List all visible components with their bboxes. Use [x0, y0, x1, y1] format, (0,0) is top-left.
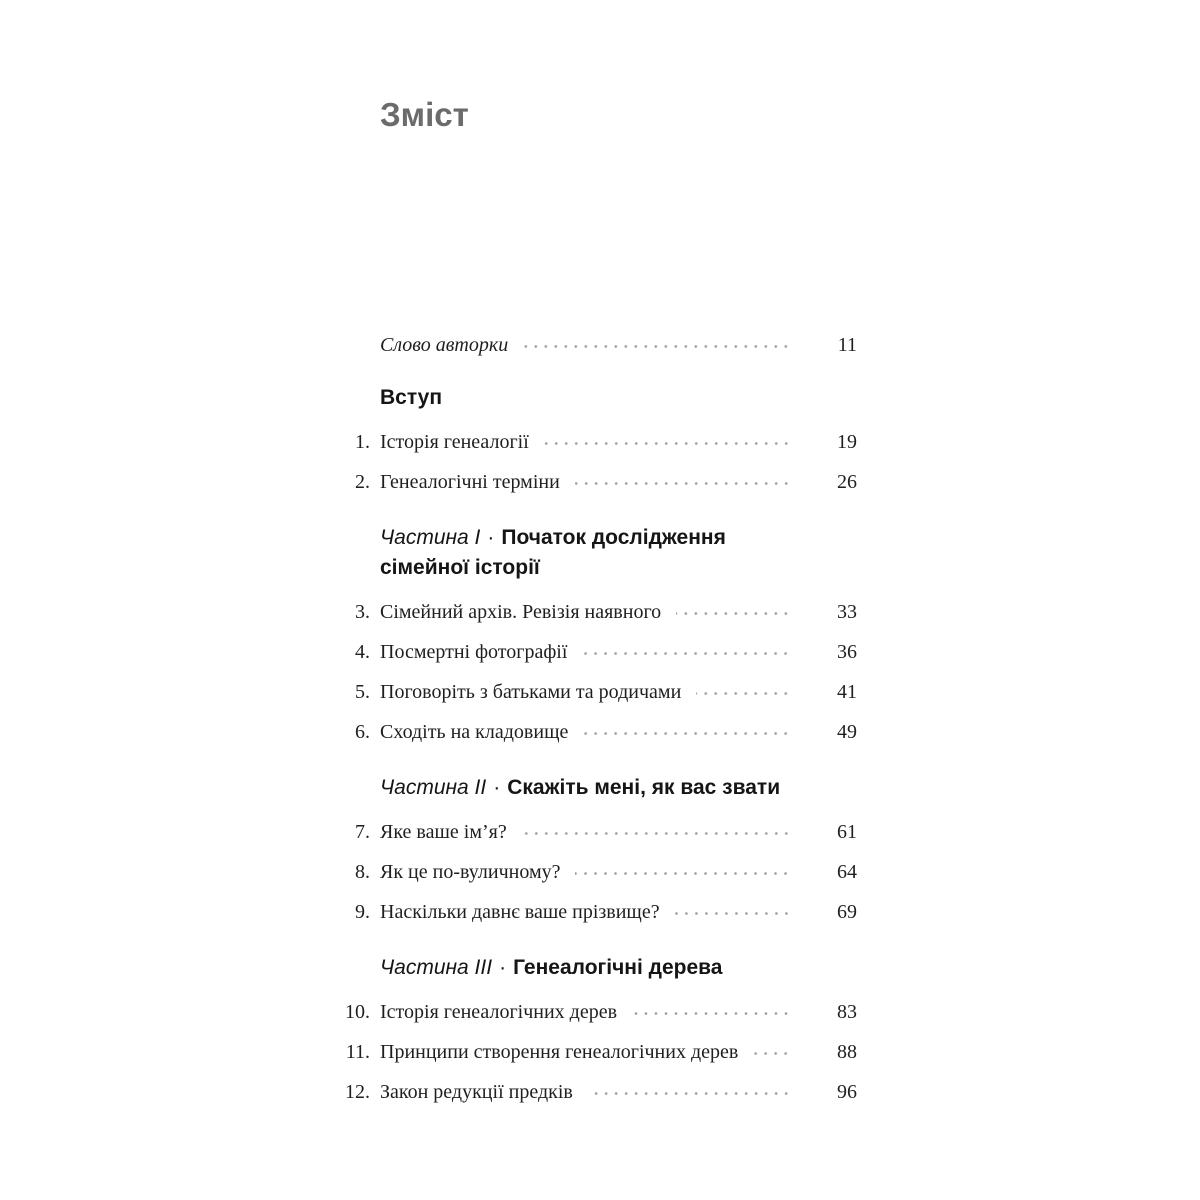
toc-entry [340, 672, 857, 712]
section-heading-separator: · [493, 776, 501, 799]
toc-entry-page: 26 [837, 471, 857, 493]
toc-entry-page: 36 [837, 641, 857, 663]
leader-dots [523, 342, 791, 351]
section-heading-part: Частина I [380, 526, 481, 549]
toc-entry-label: Слово авторки [380, 334, 509, 356]
toc-entry-number: 10. [345, 1001, 370, 1023]
leader-dots [588, 1089, 791, 1098]
leader-dots [676, 609, 791, 618]
toc-entry-label: Історія генеалогічних дерев [380, 1001, 618, 1023]
section-heading-separator: · [487, 526, 495, 549]
toc-entry-page: 49 [837, 721, 857, 743]
toc-entry-page: 69 [837, 901, 857, 923]
toc-entry-number: 1. [355, 431, 370, 453]
section-heading-part: Частина II [380, 776, 487, 799]
toc-entry-page: 83 [837, 1001, 857, 1023]
toc-entry [340, 632, 857, 672]
leader-dots [575, 869, 791, 878]
leader-dots [544, 439, 791, 448]
toc-entry-label: Яке ваше ім’я? [380, 821, 507, 843]
section-heading [380, 953, 857, 983]
toc-entry [340, 592, 857, 632]
section-heading-separator: · [499, 956, 507, 979]
toc-entry-page: 88 [837, 1041, 857, 1063]
toc-entry-number: 2. [355, 471, 370, 493]
toc-entry [340, 992, 857, 1032]
leader-dots [583, 729, 791, 738]
toc-entry-label: Як це по-вуличному? [380, 861, 561, 883]
toc-entry-label: Закон редукції предків [380, 1081, 573, 1103]
toc-entry-label: Історія генеалогії [380, 431, 529, 453]
section-heading-title-line2: сімейної історії [380, 556, 540, 579]
toc-entry-page: 61 [837, 821, 857, 843]
section-heading-part: Частина III [380, 956, 493, 979]
toc-entry-number: 12. [345, 1081, 370, 1103]
toc-entry-page: 64 [837, 861, 857, 883]
toc-entry-page: 33 [837, 601, 857, 623]
toc-entry-number: 9. [355, 901, 370, 923]
toc-entry-label: Поговоріть з батьками та родичами [380, 681, 682, 703]
leader-dots [696, 689, 791, 698]
toc-entry-label: Посмертні фотографії [380, 641, 568, 663]
page-title: Зміст [380, 96, 469, 133]
leader-dots [675, 909, 791, 918]
section-heading [380, 773, 857, 803]
toc-entry [340, 892, 857, 932]
section-heading [380, 383, 857, 413]
toc-entry-label: Принципи створення генеалогічних дерев [380, 1041, 739, 1063]
toc-entry-label: Сімейний архів. Ревізія наявного [380, 601, 662, 623]
toc-entry-label: Наскільки давнє ваше прізвище? [380, 901, 660, 923]
section-heading-title: Початок дослідження [501, 526, 726, 549]
toc-entry-label: Генеалогічні терміни [380, 471, 560, 493]
section-heading-title: Скажіть мені, як вас звати [507, 776, 781, 799]
toc-entry-number: 5. [355, 681, 370, 703]
toc-entry [340, 422, 857, 462]
leader-dots [632, 1009, 791, 1018]
toc-entry [340, 1072, 857, 1112]
toc-entry-number: 11. [345, 1041, 370, 1063]
toc-entry-page: 11 [837, 334, 857, 356]
toc-entry-label: Сходіть на кладовище [380, 721, 569, 743]
toc-entry-page: 19 [837, 431, 857, 453]
toc-entry [340, 812, 857, 852]
toc-entry-number: 3. [355, 601, 370, 623]
leader-dots [575, 479, 791, 488]
toc-entry-number: 7. [355, 821, 370, 843]
leader-dots [522, 829, 791, 838]
toc-entry-number: 8. [355, 861, 370, 883]
toc-entry [340, 712, 857, 752]
section-heading-title: Вступ [380, 386, 443, 409]
toc-entry [340, 852, 857, 892]
section-heading-title: Генеалогічні дерева [513, 956, 723, 979]
toc-entry [340, 1032, 857, 1072]
section-heading [380, 523, 857, 583]
toc-entry-number: 6. [355, 721, 370, 743]
toc-entry-page: 96 [837, 1081, 857, 1103]
toc-entry-page: 41 [837, 681, 857, 703]
table-of-contents [340, 95, 857, 1112]
toc-entry-number: 4. [355, 641, 370, 663]
leader-dots [753, 1049, 791, 1058]
toc-entry [340, 462, 857, 502]
leader-dots [582, 649, 791, 658]
toc-entry [340, 325, 857, 365]
